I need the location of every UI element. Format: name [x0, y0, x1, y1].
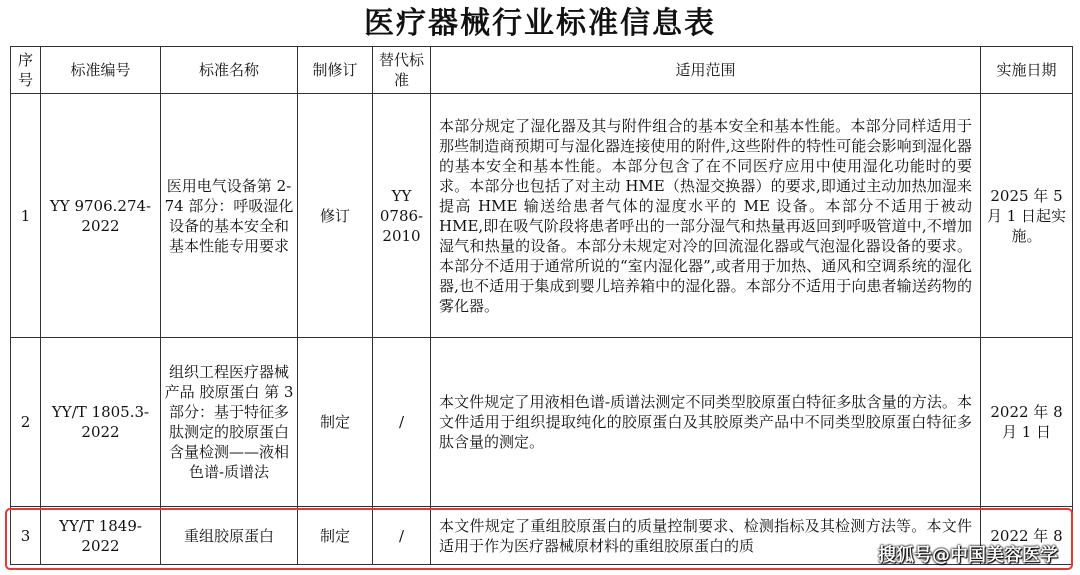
table-row: [11, 94, 1073, 338]
row-replaces: YY 0786-2010: [373, 94, 431, 338]
header-replaces: 替代标准: [373, 47, 431, 94]
row-scope: 本文件规定了用液相色谱-质谱法测定不同类型胶原蛋白特征多肽含量的方法。本文件适用于组织提取纯化的胶原蛋白及其胶原类产品中不同类型胶原蛋白特征多肽含量的测定。: [431, 338, 981, 507]
row-seq: 2: [11, 338, 41, 507]
row-effective: 2025 年 5 月 1 日起实施。: [981, 94, 1073, 338]
row-replaces: /: [373, 338, 431, 507]
row-name: 组织工程医疗器械产品 胶原蛋白 第 3 部分：基于特征多肽测定的胶原蛋白含量检测——液相色谱-质谱法: [164, 363, 294, 481]
row-revision: 制定: [298, 507, 373, 565]
document-title: 医疗器械行业标准信息表: [364, 6, 716, 41]
row-scope: 本部分规定了湿化器及其与附件组合的基本安全和基本性能。本部分同样适用于那些制造商预期可与湿化器连接使用的附件,这些附件的特性可能会影响到湿化器的基本安全和基本性能。本部分包含了在不同医疗应用中使用湿化功能时的要求。本部分也包括了对主动 HME（热湿交换器）的要求,即通过主动加热加湿来提高 HME 输送给患者气体的湿度水平的 ME 设备。本部分不适用于被动 HME,即在吸气阶段将患者呼出的一部分湿气和热量再返回到呼吸管道中,不增加湿气和热量的设备。本部分未规定对冷的回流湿化器或气泡湿化器设备的要求。本部分不适用于通常所说的“室内湿化器”,或者用于加热、通风和空调系统的湿化器,也不适用于集成到婴儿培养箱中的湿化器。本部分不适用于向患者输送药物的雾化器。: [431, 94, 981, 338]
row-name: 医用电气设备第 2-74 部分：呼吸湿化设备的基本安全和基本性能专用要求: [161, 94, 298, 338]
row-name-cell: [161, 338, 298, 507]
row-effective: 2022 年 8: [981, 507, 1073, 565]
row-replaces: /: [373, 507, 431, 565]
row-revision: 修订: [298, 94, 373, 338]
row-scope: 本文件规定了重组胶原蛋白的质量控制要求、检测指标及其检测方法等。本文件适用于作为医疗器械原材料的重组胶原蛋白的质: [431, 507, 981, 565]
row-seq: 1: [11, 94, 41, 338]
row-effective: 2022 年 8 月 1 日: [981, 338, 1073, 507]
header-code: 标准编号: [41, 47, 161, 94]
row-seq: 3: [11, 507, 41, 565]
standards-table: [10, 46, 1073, 565]
header-effective: 实施日期: [981, 47, 1073, 94]
watermark: 搜狐号@中国美容医学: [878, 545, 1058, 566]
row-revision: 制定: [298, 338, 373, 507]
table-row: [11, 338, 1073, 507]
row-code: YY 9706.274-2022: [41, 94, 161, 338]
header-name: 标准名称: [161, 47, 298, 94]
header-scope: 适用范围: [431, 47, 981, 94]
header-revision: 制修订: [298, 47, 373, 94]
row-name: 重组胶原蛋白: [161, 507, 298, 565]
row-code: YY/T 1849-2022: [41, 507, 161, 565]
header-row: [11, 47, 1073, 94]
row-code: YY/T 1805.3-2022: [41, 338, 161, 507]
header-seq: 序号: [11, 47, 41, 94]
